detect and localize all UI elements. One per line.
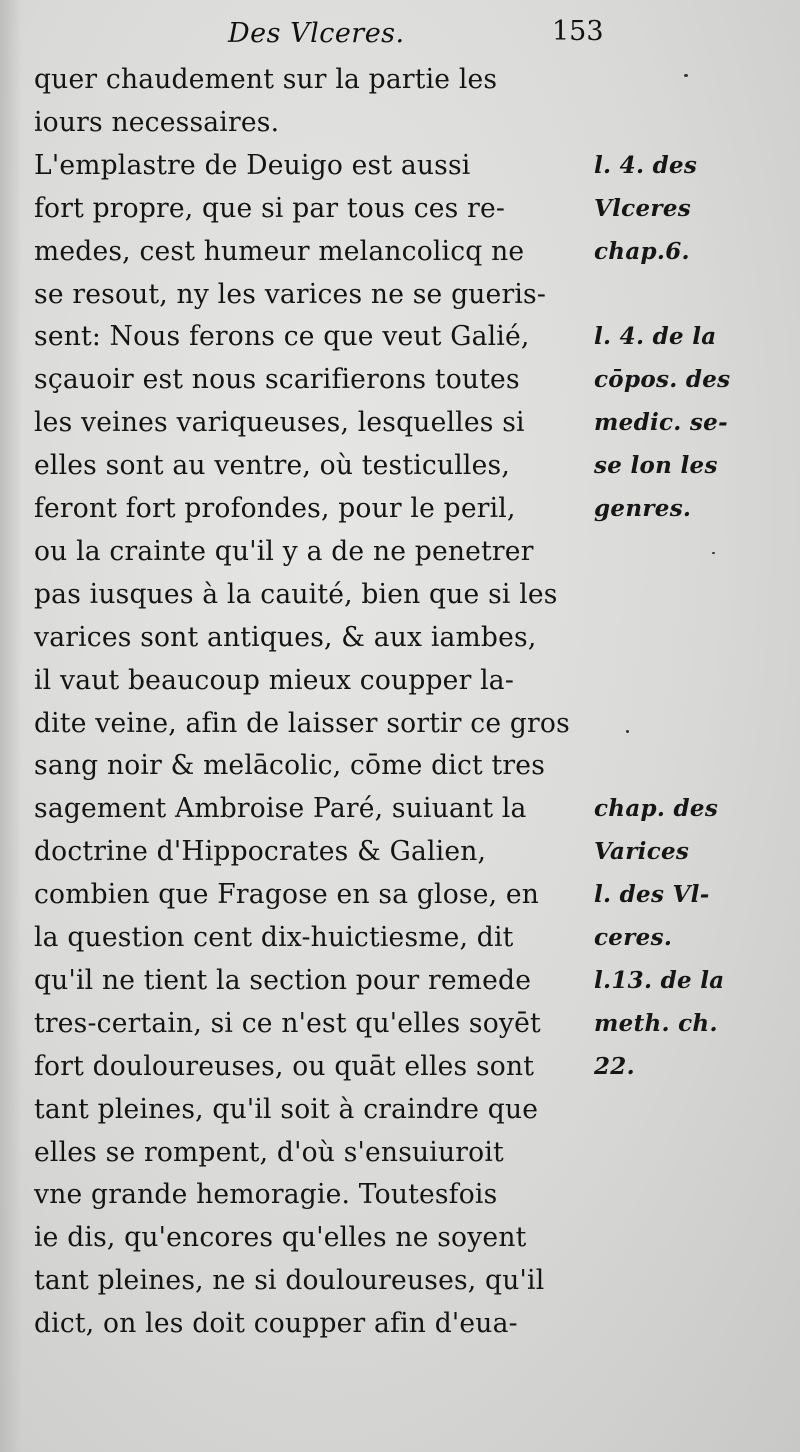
margin-note: l. 4. des (594, 151, 698, 179)
margin-note: 22. (594, 1052, 635, 1080)
margin-note: meth. ch. (594, 1009, 718, 1037)
text-line: iours necessaires. (34, 106, 280, 138)
margin-note: l.13. de la (594, 966, 725, 994)
text-line: sçauoir est nous scarifierons toutes (34, 364, 520, 396)
margin-note: ceres. (594, 924, 673, 951)
text-line: les veines variqueuses, lesquelles si (34, 407, 525, 439)
margin-note: l. des Vl- (594, 881, 710, 909)
page-header (0, 14, 800, 60)
text-line: vne grande hemoragie. Toutesfois (34, 1179, 498, 1211)
text-line: sagement Ambroise Paré, suiuant la (34, 793, 527, 825)
margin-note: l. 4. de la (594, 323, 717, 351)
ink-speck (684, 74, 688, 77)
margin-note: se lon les (594, 452, 718, 480)
text-line: ou la crainte qu'il y a de ne penetrer (34, 535, 534, 567)
text-line: doctrine d'Hippocrates & Galien, (34, 836, 487, 868)
text-line: sang noir & melācolic, cōme dict tres (34, 750, 546, 782)
margin-note: chap. des (594, 795, 719, 823)
text-line: pas iusques à la cauité, bien que si les (34, 578, 558, 610)
text-line: fort douloureuses, ou quāt elles sont (34, 1050, 535, 1082)
text-line: tres-certain, si ce n'est qu'elles soyēt (34, 1007, 541, 1039)
running-title: Des Vlceres. (228, 18, 405, 49)
text-line: varices sont antiques, & aux iambes, (34, 621, 537, 653)
text-line: tant pleines, ne si douloureuses, qu'il (34, 1265, 545, 1297)
text-line: ie dis, qu'encores qu'elles ne soyent (34, 1222, 527, 1254)
text-line: la question cent dix-huictiesme, dit (34, 922, 514, 953)
text-line: qu'il ne tient la section pour remede (34, 964, 532, 996)
margin-note: genres. (594, 495, 692, 522)
text-line: L'emplastre de Deuigo est aussi (34, 149, 471, 181)
text-line: feront fort profondes, pour le peril, (34, 493, 516, 524)
text-line: elles sont au ventre, où testiculles, (34, 450, 510, 482)
ink-speck (712, 552, 715, 554)
page-number: 153 (552, 16, 604, 47)
margin-note: cōpos. des (594, 366, 731, 394)
page-edge-shadow (0, 0, 22, 1452)
margin-note: medic. se- (594, 409, 728, 437)
text-line: sent: Nous ferons ce que veut Galié, (34, 321, 530, 353)
text-line: dite veine, afin de laisser sortir ce gros (34, 707, 570, 739)
margin-note: Varices (594, 838, 690, 866)
margin-note: Vlceres (594, 194, 692, 222)
ink-speck (626, 730, 629, 733)
text-line: combien que Fragose en sa glose, en (34, 879, 540, 911)
text-line: quer chaudement sur la partie les (34, 64, 498, 95)
text-line: elles se rompent, d'où s'ensuiuroit (34, 1136, 504, 1168)
text-line: se resout, ny les varices ne se gueris- (34, 278, 547, 310)
margin-note: chap.6. (594, 237, 690, 265)
text-line: medes, cest humeur melancolicq ne (34, 235, 525, 267)
text-line: dict, on les doit coupper afin d'eua- (34, 1308, 518, 1340)
text-line: fort propre, que si par tous ces re- (34, 192, 506, 224)
text-line: tant pleines, qu'il soit à craindre que (34, 1093, 539, 1125)
text-line: il vaut beaucoup mieux coupper la- (34, 664, 514, 696)
